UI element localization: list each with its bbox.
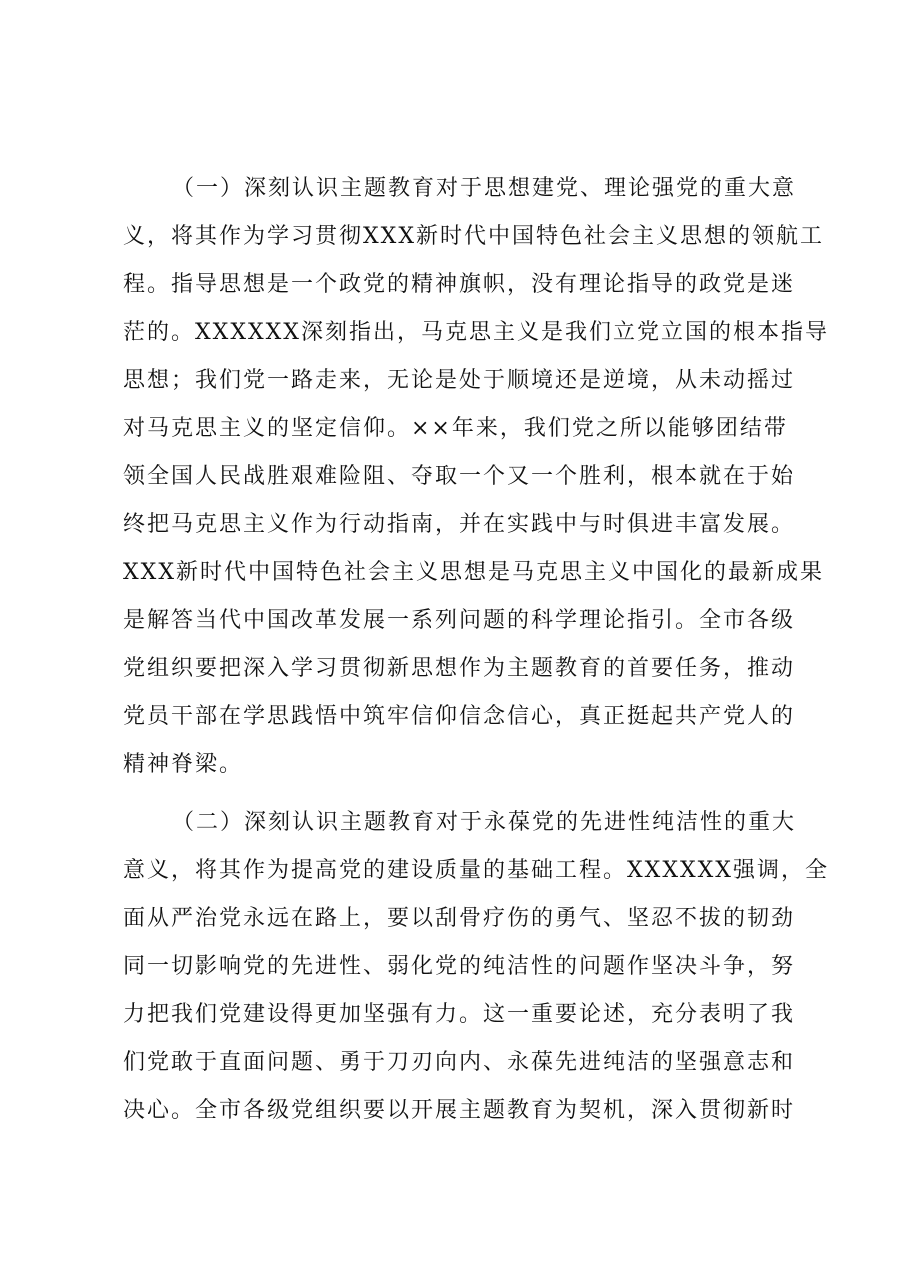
paragraph-1-line-3: 程。指导思想是一个政党的精神旗帜，没有理论指导的政党是迷 — [123, 272, 796, 297]
paragraph-1-line-9: XXX新时代中国特色社会主义思想是马克思主义中国化的最新成果 — [123, 560, 824, 585]
paragraph-1-line-13: 精神脊梁。 — [123, 752, 244, 777]
paragraph-2-line-7: 决心。全市各级党组织要以开展主题教育为契机，深入贯彻新时 — [123, 1098, 796, 1123]
paragraph-1-line-10: 是解答当代中国改革发展一系列问题的科学理论指引。全市各级 — [123, 608, 796, 633]
paragraph-1-line-12: 党员干部在学思践悟中筑牢信仰信念信心，真正挺起共产党人的 — [123, 704, 796, 729]
paragraph-2-line-6: 们党敢于直面问题、勇于刀刃向内、永葆先进纯洁的坚强意志和 — [123, 1050, 796, 1075]
paragraph-1-line-2: 义，将其作为学习贯彻XXX新时代中国特色社会主义思想的领航工 — [123, 224, 824, 249]
paragraph-1-line-1: （一）深刻认识主题教育对于思想建党、理论强党的重大意 — [172, 176, 797, 201]
paragraph-1-line-4: 茫的。XXXXXX深刻指出，马克思主义是我们立党立国的根本指导 — [123, 320, 829, 345]
paragraph-2-line-4: 同一切影响党的先进性、弱化党的纯洁性的问题作坚决斗争，努 — [123, 954, 796, 979]
paragraph-1-line-7: 领全国人民战胜艰难险阻、夺取一个又一个胜利，根本就在于始 — [123, 464, 796, 489]
paragraph-2-line-3: 面从严治党永远在路上，要以刮骨疗伤的勇气、坚忍不拔的韧劲 — [123, 906, 796, 931]
paragraph-1-line-11: 党组织要把深入学习贯彻新思想作为主题教育的首要任务，推动 — [123, 656, 796, 681]
paragraph-2-line-1: （二）深刻认识主题教育对于永葆党的先进性纯洁性的重大 — [172, 810, 797, 835]
paragraph-1-line-6: 对马克思主义的坚定信仰。××年来，我们党之所以能够团结带 — [123, 416, 788, 441]
paragraph-2-line-2: 意义，将其作为提高党的建设质量的基础工程。XXXXXX强调，全 — [123, 858, 829, 883]
paragraph-2-line-5: 力把我们党建设得更加坚强有力。这一重要论述，充分表明了我 — [123, 1002, 796, 1027]
paragraph-1-line-5: 思想；我们党一路走来，无论是处于顺境还是逆境，从未动摇过 — [123, 368, 796, 393]
paragraph-1-line-8: 终把马克思主义作为行动指南，并在实践中与时俱进丰富发展。 — [123, 512, 796, 537]
